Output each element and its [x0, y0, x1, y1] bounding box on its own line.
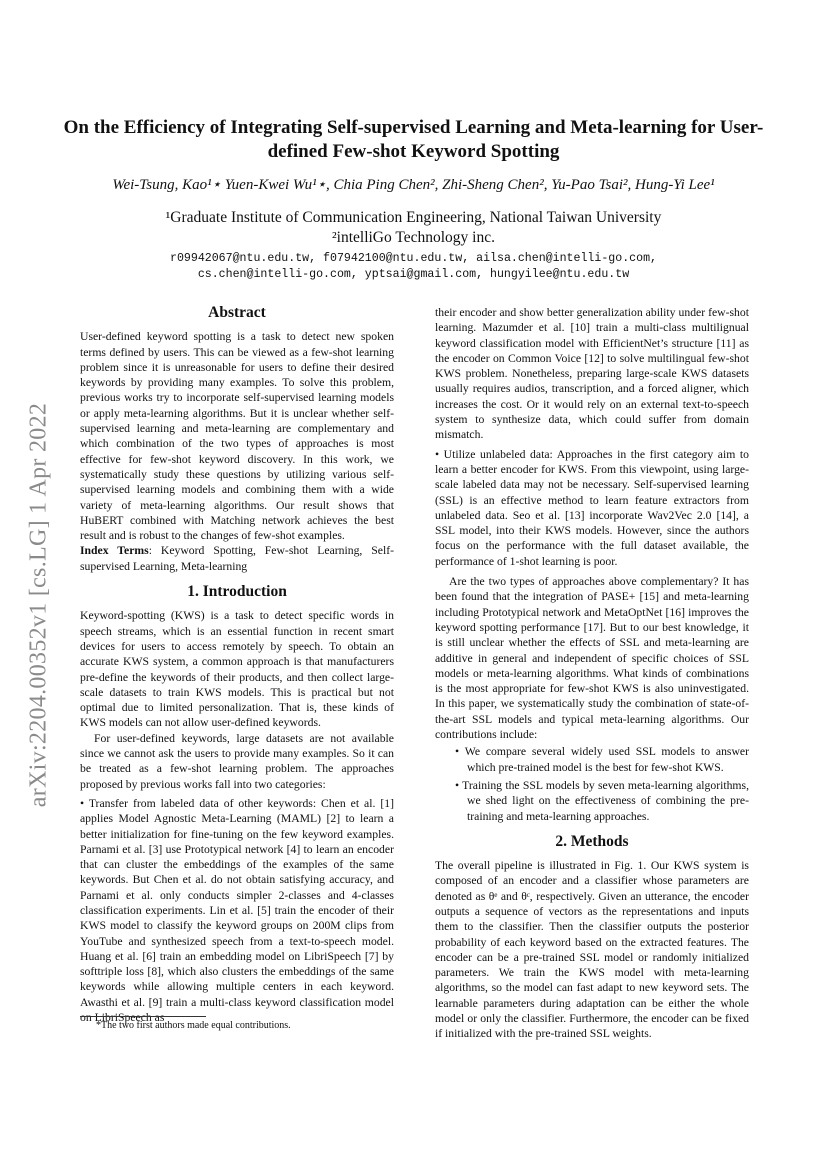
index-terms [80, 543, 394, 574]
complementary-paragraph: Are the two types of approaches above complementary? It has been found that the integration of PASE+ [15] and meta-learning including Prototypical network and MetaOptNet [16] improves the keyword spotting performance [17]. But to our best knowledge, it is still unclear whether the effects of SSL and meta-learning are additive in general and independent of specific choices of SSL models or meta-learning algorithms. What kinds of combinations is the most appropriate for few-shot KWS is also uninvestigated. In this paper, we systematically study the combination of state-of-the-art SSL models and typical meta-learning algorithms. Our contributions include: [435, 575, 749, 742]
methods-paragraph: The overall pipeline is illustrated in Fig. 1. Our KWS system is composed of an encoder and a classifier whose parameters are denoted as θᵉ and θᶜ, respectively. Given an utterance, the encoder outputs a sequence of vectors as the representations and inputs them to the classifier. Then the classifier outputs the posterior probability of each keyword based on the extracted features. The encoder can be a pre-trained SSL model or randomly initialized parameters. We train the KWS model with meta-learning algorithms, so the model can fast adapt to new keyword sets. The learnable parameters during adaptation can be either the whole model or only the classifier. Furthermore, the encoder can be fixed if initialized with the pre-trained SSL weights. [435, 859, 749, 1041]
intro-paragraph-1: Keyword-spotting (KWS) is a task to detect specific words in speech streams, which is an essential function in recent smart devices for users to access remotely by speech. To obtain an accurate KWS system, a common approach is that manufacturers pre-define the keywords of their products, and then collect large-scale datasets to train KWS models. This is practical but not optimal due to limited personalization. That is, these kinds of KWS models can not allow user-defined keywords. [80, 609, 394, 730]
contribution-item: • Training the SSL models by seven meta-learning algorithms, we shed light on the effectiveness of combining the pre-training and meta-learning approaches. [455, 778, 749, 823]
arxiv-stamp [14, 370, 64, 840]
paper-title: On the Efficiency of Integrating Self-supervised Learning and Meta-learning for User-defined Few-shot Keyword Spotting [63, 117, 764, 162]
arxiv-stamp-text: arXiv:2204.00352v1 [cs.LG] 1 Apr 2022 [25, 402, 52, 808]
intro-bullet-transfer: • Transfer from labeled data of other keywords: Chen et al. [1] applies Model Agnostic Meta-Learning (MAML) [2] to learn a better initialization for fine-tuning on the few keyword examples. Parnami et al. [3] use Prototypical network [4] to learn an encoder that can cluster the embeddings of the examples of the same keywords. But Chen et al. do not obtain satisfying accuracy, and Parnami et al. only conducts simpler 2-classes and 4-classes classification experiments. Lin et al. [5] train the encoder of their KWS model to classify the keyword groups on 200M clips from YouTube and synthesized speech from a text-to-speech model. Huang et al. [6] train an embedding model on LibriSpeech [7] by softtriple loss [8], which also clusters the embeddings of the same keywords while allowing multiple centers in each keyword. Awasthi et al. [9] train a multi-class keyword classification model on LibriSpeech as [80, 796, 394, 1025]
affiliation-intelligo: ²intelliGo Technology inc. [332, 229, 495, 246]
right-column [435, 305, 749, 1042]
author-emails [60, 251, 767, 283]
methods-heading: 2. Methods [555, 832, 629, 850]
intro-heading: 1. Introduction [187, 583, 287, 601]
contributions-list [453, 744, 749, 823]
left-column [80, 305, 394, 1025]
bullet-unlabeled-data: • Utilize unlabeled data: Approaches in the first category aim to learn a better encoder for KWS. From this viewpoint, using large-scale labeled data may not be necessary. Self-supervised learning (SSL) is an effective method to learn feature extractors from unlabeled data. Seo et al. [13] incorporate Wav2Vec 2.0 [14], a SSL model, into their KWS models. However, since the authors focus on the performance with the full dataset available, the performance of 1-shot learning is poor. [435, 447, 749, 568]
emails-line-1: r09942067@ntu.edu.tw, f07942100@ntu.edu.tw, ailsa.chen@intelli-go.com, [169, 252, 658, 265]
continued-paragraph: their encoder and show better generalization ability under few-shot learning. Mazumder et al. [10] train a multi-class multilignual keyword classification model with EfficientNet’s structure [11] as the encoder on Common Voice [12] to solve multilingual few-shot KWS problem. Nonetheless, preparing large-scale KWS datasets usually requires audios, transcription, and a forced aligner, which increases the cost. Or it would rely on an external text-to-speech system to synthesize data, which could suffer from domain mismatch. [435, 306, 749, 442]
abstract-heading: Abstract [208, 304, 266, 321]
footnote-divider [80, 1016, 206, 1017]
index-terms-label: Index Terms [80, 544, 149, 558]
abstract-text: User-defined keyword spotting is a task to detect new spoken terms defined by users. This can be viewed as a few-shot learning problem since it is unreasonable for users to define their desired keywords by providing many examples. To solve this problem, previous works try to incorporate self-supervised learning models or apply meta-learning algorithms. But it is unclear whether self-supervised learning and meta-learning are complementary and which combination of the two types of approaches is most effective for few-shot keyword discovery. In this work, we systematically study these questions by utilizing various self-supervised learning models and combining them with a wide variety of meta-learning algorithms. Our result shows that HuBERT combined with Matching network achieves the best result and is robust to the changes of few-shot examples. [80, 330, 394, 543]
affiliations [60, 208, 767, 248]
index-terms-text: : Keyword Spotting, Few-shot Learning, Self-supervised Learning, Meta-learning [80, 544, 395, 573]
emails-line-2: cs.chen@intelli-go.com, yptsai@gmail.com, hungyilee@ntu.edu.tw [197, 268, 630, 281]
contribution-item: • We compare several widely used SSL models to answer which pre-trained model is the best for few-shot KWS. [455, 745, 749, 774]
footnote: *The two first authors made equal contributions. [96, 1020, 291, 1031]
affiliation-ntu: ¹Graduate Institute of Communication Engineering, National Taiwan University [165, 209, 662, 226]
intro-paragraph-2: For user-defined keywords, large datasets are not available since we cannot ask the users to provide many examples. So it can be treated as a few-shot learning problem. The approaches proposed by previous works fall into two categories: [80, 731, 394, 791]
author-list: Wei-Tsung, Kao¹⋆ Yuen-Kwei Wu¹⋆, Chia Ping Chen², Zhi-Sheng Chen², Yu-Pao Tsai², Hung-Yi Lee¹ [112, 177, 715, 193]
